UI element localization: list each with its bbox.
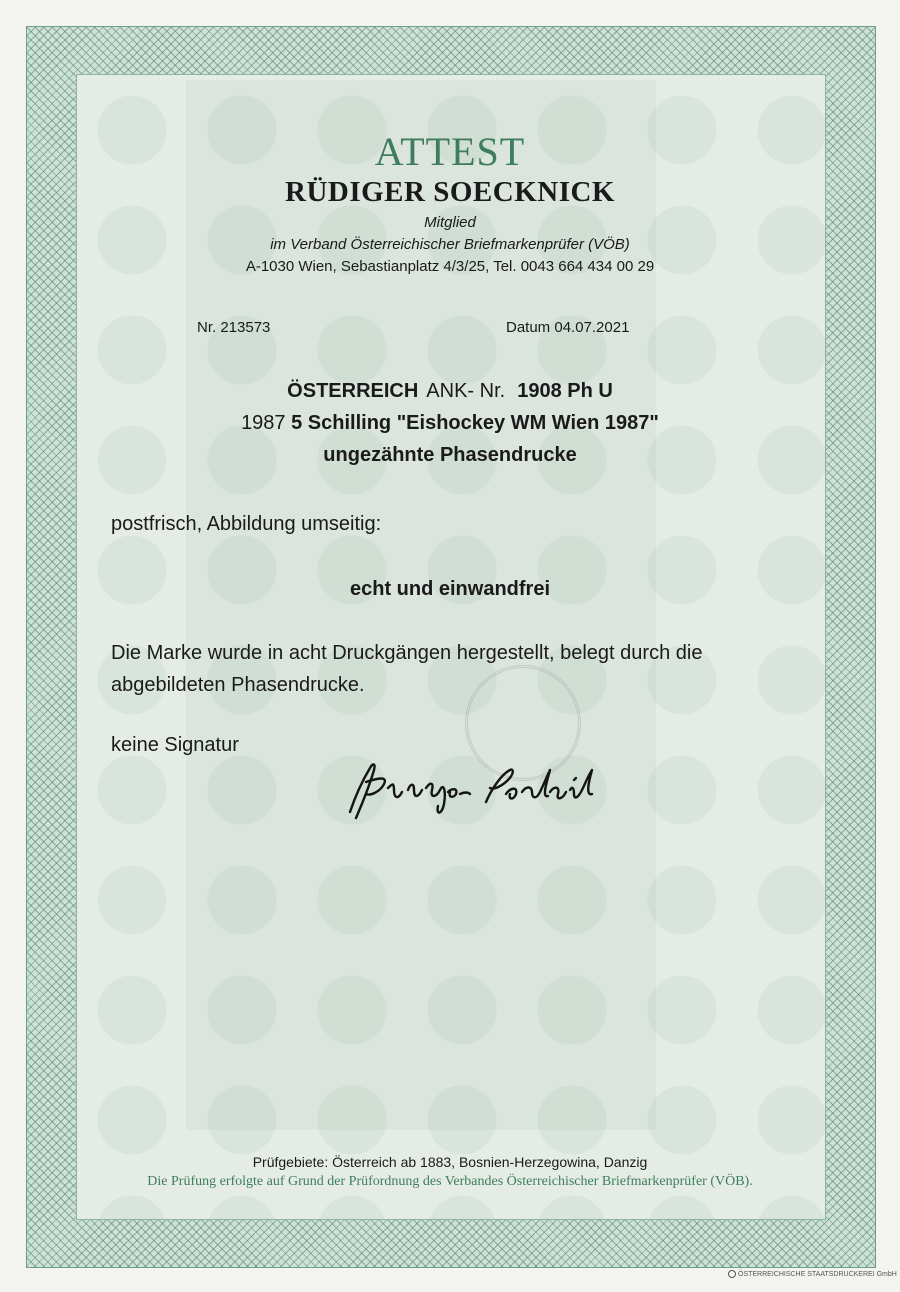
handwritten-signature <box>336 748 608 828</box>
signature-note: keine Signatur <box>111 734 239 756</box>
catalog-label: ANK- Nr. <box>426 380 506 402</box>
verdict: echt und einwandfrei <box>349 578 551 600</box>
certificate-date: Datum 04.07.2021 <box>506 319 630 336</box>
association-name: im Verband Österreichischer Briefmarkenprüfer (VÖB) <box>270 236 630 253</box>
exam-areas: Prüfgebiete: Österreich ab 1883, Bosnien-Herzegowina, Danzig <box>252 1154 648 1170</box>
stamp-year: 1987 <box>241 412 286 434</box>
examiner-name: RÜDIGER SOECKNICK <box>285 176 615 208</box>
stamp-condition: postfrisch, Abbildung umseitig: <box>111 513 382 535</box>
stamp-description-line <box>0 412 900 435</box>
copyright-icon <box>728 1270 736 1278</box>
stamp-country: ÖSTERREICH <box>287 380 419 402</box>
stamp-variant: ungezähnte Phasendrucke <box>323 444 577 466</box>
stamp-description: 5 Schilling "Eishockey WM Wien 1987" <box>291 412 659 434</box>
examiner-address: A-1030 Wien, Sebastianplatz 4/3/25, Tel. 0043 664 434 00 29 <box>245 258 655 275</box>
member-label: Mitglied <box>424 214 476 231</box>
exam-basis: Die Prüfung erfolgte auf Grund der Prüfordnung des Verbandes Österreichischer Briefmarkenprüfer (VÖB). <box>147 1174 753 1189</box>
catalog-number: 1908 Ph U <box>517 380 613 402</box>
certificate-number: Nr. 213573 <box>197 319 271 336</box>
printer-name: ÖSTERREICHISCHE STAATSDRUCKEREI GmbH <box>738 1270 897 1278</box>
certificate-title: ATTEST <box>374 129 526 174</box>
printer-imprint <box>728 1270 897 1278</box>
stamp-country-line <box>0 380 900 403</box>
remark-paragraph: Die Marke wurde in acht Druckgängen hergestellt, belegt durch die abgebildeten Phasendrucke. <box>111 642 703 696</box>
